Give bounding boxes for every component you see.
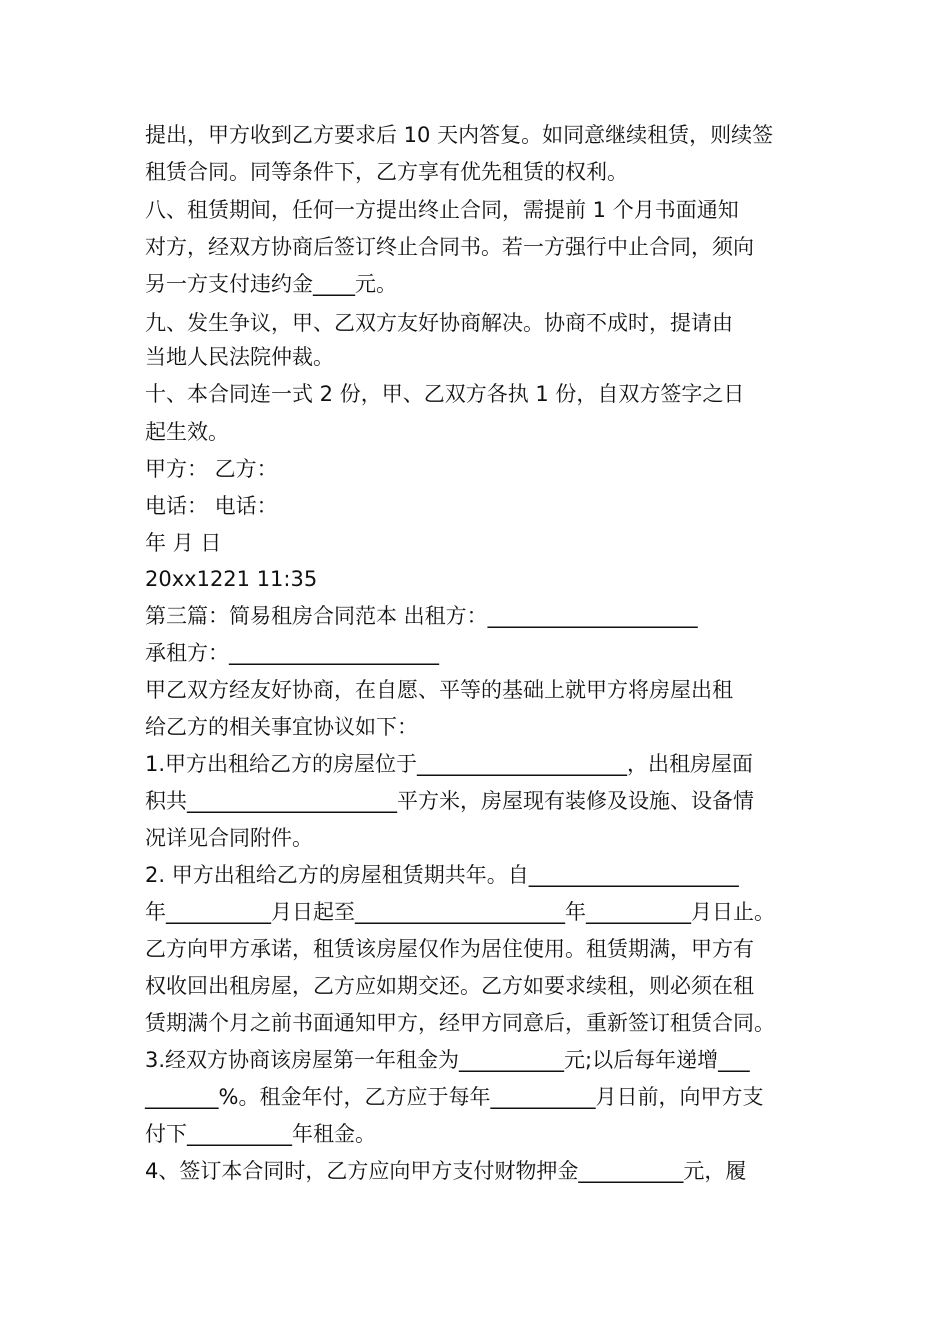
text-line: 承租方：____________________: [145, 641, 439, 665]
text-line: 电话： 电话：: [145, 494, 278, 518]
text-line: 4、签订本合同时，乙方应向甲方支付财物押金__________元，履: [145, 1159, 747, 1183]
text-line: 九、发生争议，甲、乙双方友好协商解决。协商不成时，提请由: [145, 311, 733, 335]
text-line: 3.经双方协商该房屋第一年租金为__________元;以后每年递增___: [145, 1048, 750, 1072]
section-heading: 第三篇：简易租房合同范本 出租方：____________________: [145, 604, 698, 628]
text-line: 2. 甲方出租给乙方的房屋租赁期共年。自____________________: [145, 863, 739, 887]
text-line: 况详见合同附件。: [145, 826, 313, 850]
text-line: 积共____________________平方米，房屋现有装修及设施、设备情: [145, 789, 754, 813]
text-line: 乙方向甲方承诺，租赁该房屋仅作为居住使用。租赁期满，甲方有: [145, 937, 754, 961]
text-line: 赁期满个月之前书面通知甲方，经甲方同意后，重新签订租赁合同。: [145, 1011, 775, 1035]
text-line: 年 月 日: [145, 531, 222, 555]
text-line: 当地人民法院仲裁。: [145, 345, 334, 369]
text-line: 20xx1221 11:35: [145, 567, 318, 591]
text-line: 权收回出租房屋，乙方应如期交还。乙方如要求续租，则必须在租: [145, 974, 754, 998]
text-line: 甲方： 乙方：: [145, 457, 278, 481]
text-line: 八、租赁期间，任何一方提出终止合同，需提前 1 个月书面通知: [145, 198, 739, 222]
text-line: 租赁合同。同等条件下，乙方享有优先租赁的权利。: [145, 160, 628, 184]
text-line: 起生效。: [145, 420, 229, 444]
text-line: _______%。租金年付，乙方应于每年__________月日前，向甲方支: [145, 1085, 764, 1109]
text-line: 1.甲方出租给乙方的房屋位于____________________，出租房屋面: [145, 752, 754, 776]
text-line: 十、本合同连一式 2 份，甲、乙双方各执 1 份，自双方签字之日: [145, 382, 745, 406]
text-line: 给乙方的相关事宜协议如下：: [145, 715, 418, 739]
text-line: 付下__________年租金。: [145, 1122, 376, 1146]
text-line: 另一方支付违约金____元。: [145, 272, 397, 296]
text-line: 甲乙双方经友好协商，在自愿、平等的基础上就甲方将房屋出租: [145, 678, 733, 702]
text-line: 年__________月日起至____________________年__________月日止。: [145, 900, 775, 924]
text-line: 对方，经双方协商后签订终止合同书。若一方强行中止合同，须向: [145, 235, 754, 259]
text-line: 提出，甲方收到乙方要求后 10 天内答复。如同意继续租赁，则续签: [145, 123, 774, 147]
